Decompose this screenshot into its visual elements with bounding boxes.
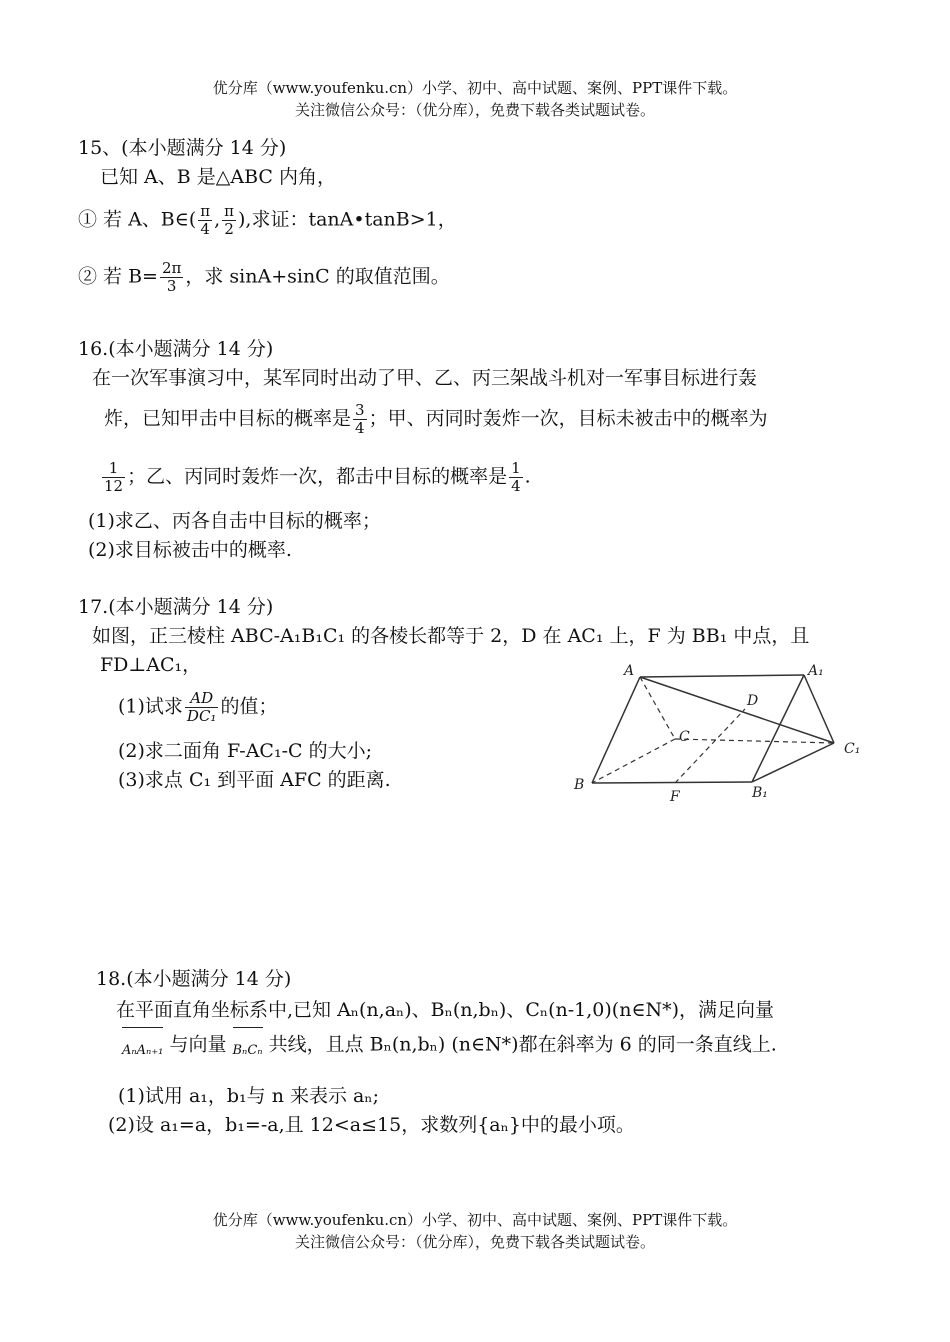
- label-b: B: [574, 777, 585, 793]
- q18-line1: 在平面直角坐标系中,已知 Aₙ(n,aₙ)、Bₙ(n,bₙ)、Cₙ(n-1,0)(n∈N*)，满足向量: [116, 999, 775, 1021]
- header-line-1: 优分库（www.youfenku.cn）小学、初中、高中试题、案例、PPT课件下载。: [212, 79, 738, 97]
- segment-f-d: [675, 709, 745, 783]
- q16-line2: 炸，已知甲击中目标的概率是 $\frac{3}{4}$ ；甲、丙同时轰炸一次，目标未被击中的概率为: [104, 401, 768, 437]
- q16-line1: 在一次军事演习中，某军同时出动了甲、乙、丙三架战斗机对一军事目标进行轰: [92, 367, 758, 389]
- edge-a-b: [592, 677, 640, 783]
- q17-sub2: (2)求二面角 F-AC₁-C 的大小;: [118, 740, 372, 762]
- edge-a1-b1: [752, 675, 804, 782]
- prism-figure: [562, 655, 877, 820]
- label-d: D: [747, 693, 759, 709]
- q18-line2: AₙAₙ₊₁ 与向量 BₙCₙ 共线，且点 Bₙ(n,bₙ) (n∈N*)都在斜率为 6 的同一条直线上.: [122, 1027, 777, 1064]
- edge-a-c-hidden: [640, 677, 675, 739]
- q16-sub1: (1)求乙、丙各自击中目标的概率；: [88, 510, 381, 532]
- q16-sub2: (2)求目标被击中的概率.: [88, 539, 292, 561]
- q17-line1: 如图，正三棱柱 ABC-A₁B₁C₁ 的各棱长都等于 2，D 在 AC₁ 上，F 为 BB₁ 中点，且: [92, 625, 810, 647]
- edge-c-b-hidden: [592, 739, 675, 783]
- q15-frac-pi-2: $\frac{\pi}{2}$: [224, 202, 235, 238]
- q18-sub2: (2)设 a₁=a，b₁=-a,且 12<a≤15，求数列{aₙ}中的最小项。: [108, 1114, 635, 1136]
- q16-frac-1-12: $\frac{1}{12}$: [104, 459, 124, 495]
- q17-sub1: (1)试求 $\frac{AD}{\text{DC₁}}$ 的值；: [118, 689, 278, 725]
- q17-line2: FD⊥AC₁，: [100, 654, 202, 676]
- q15-stem: 已知 A、B 是△ABC 内角，: [100, 166, 336, 188]
- q16-line3: $\frac{1}{12}$ ；乙、丙同时轰炸一次，都击中目标的概率是 $\frac{1}{4}$ .: [104, 459, 531, 495]
- label-a: A: [624, 663, 635, 679]
- edge-b-b1: [592, 782, 752, 783]
- q15-title: 15、(本小题满分 14 分): [78, 137, 287, 159]
- label-c: C: [679, 729, 690, 745]
- label-a1: A₁: [808, 663, 824, 679]
- q18-title: 18.(本小题满分 14 分): [96, 968, 292, 990]
- footer-line-1: 优分库（www.youfenku.cn）小学、初中、高中试题、案例、PPT课件下载。: [212, 1211, 738, 1229]
- q15-part2: ② 若 B= $\frac{2\pi}{3}$ ，求 sinA+sinC 的取值范围。: [78, 259, 450, 295]
- q17-title: 17.(本小题满分 14 分): [78, 596, 274, 618]
- edge-a-c1: [640, 677, 834, 743]
- q16-frac-3-4: $\frac{3}{4}$: [355, 401, 365, 437]
- vector-an-an1: AₙAₙ₊₁: [122, 1027, 163, 1064]
- q17-sub3: (3)求点 C₁ 到平面 AFC 的距离.: [118, 769, 391, 791]
- edge-b1-c1: [752, 743, 834, 782]
- q15-frac-2pi-3: $\frac{2\pi}{3}$: [161, 259, 182, 295]
- label-f: F: [670, 789, 680, 805]
- q15-frac-pi-4: $\frac{\pi}{4}$: [200, 202, 211, 238]
- q15-part1: ① 若 A、B∈( $\frac{\pi}{4}$ , $\frac{\pi}{2}$ ),求证：tanA•tanB>1，: [78, 202, 457, 238]
- q17-frac-ad-dc1: $\frac{AD}{\text{DC₁}}$: [186, 689, 217, 725]
- q16-frac-1-4: $\frac{1}{4}$: [511, 459, 521, 495]
- edge-a1-c1: [804, 675, 834, 743]
- footer-line-2: 关注微信公众号：（优分库），免费下载各类试题试卷。: [294, 1233, 655, 1251]
- label-c1: C₁: [844, 741, 861, 757]
- vector-bn-cn: BₙCₙ: [233, 1027, 263, 1064]
- header-line-2: 关注微信公众号：（优分库），免费下载各类试题试卷。: [294, 101, 655, 119]
- edge-c-c1-hidden: [675, 739, 834, 743]
- q16-title: 16.(本小题满分 14 分): [78, 338, 274, 360]
- q18-sub1: (1)试用 a₁，b₁与 n 来表示 aₙ;: [118, 1085, 379, 1107]
- label-b1: B₁: [752, 785, 768, 801]
- edge-a-a1: [640, 675, 804, 677]
